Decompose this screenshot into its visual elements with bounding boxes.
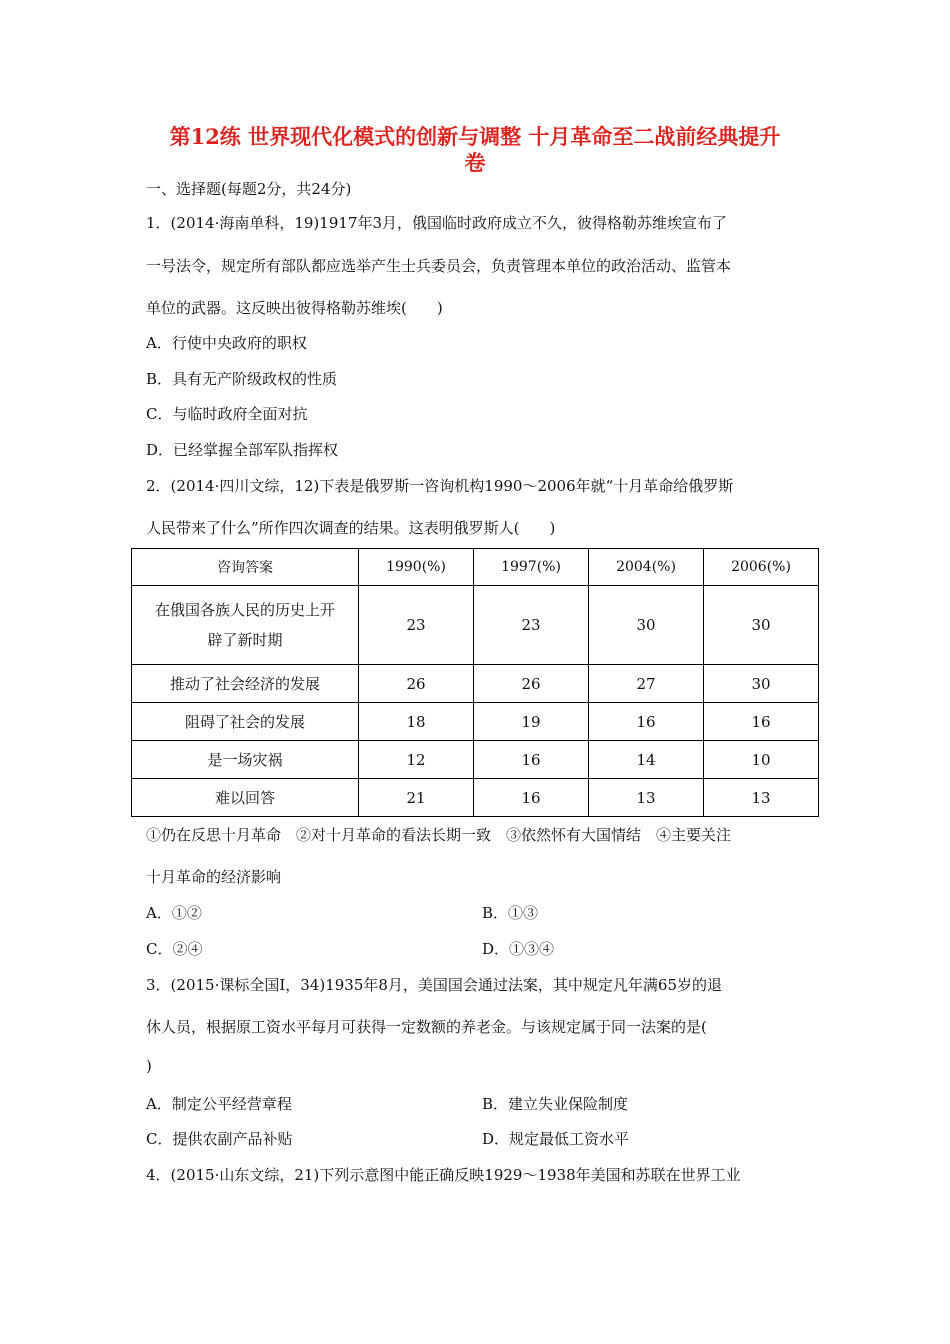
table-cell-answer: 阻碍了社会的发展 — [132, 703, 359, 741]
table-row — [132, 665, 819, 703]
q2-option-b: B．①③ — [482, 904, 539, 922]
q3-option-b: B．建立失业保险制度 — [482, 1095, 629, 1113]
answer-text-part-1: 在俄国各族人民的历史上开 — [154, 601, 335, 619]
title-line-2: 卷 — [464, 150, 486, 175]
q2-statements-line-1: ①仍在反思十月革命 ②对十月革命的看法长期一致 ③依然怀有大国情结 ④主要关注 — [146, 826, 732, 844]
table-cell: 30 — [704, 665, 819, 703]
table-cell: 23 — [359, 586, 474, 665]
table-header-answer: 咨询答案 — [132, 549, 359, 586]
table-cell: 16 — [704, 703, 819, 741]
table-header-1997: 1997(%) — [474, 549, 589, 586]
table-cell: 19 — [474, 703, 589, 741]
q1-line-2: 一号法令，规定所有部队都应选举产生士兵委员会，负责管理本单位的政治活动、监管本 — [146, 257, 732, 275]
table-row — [132, 779, 819, 817]
q2-option-a: A．①② — [146, 904, 202, 922]
table-cell: 26 — [474, 665, 589, 703]
q3-line-1: 3．(2015·课标全国Ⅰ，34)1935年8月，美国国会通过法案，其中规定凡年满65岁的退 — [146, 976, 723, 994]
q2-statements-line-2: 十月革命的经济影响 — [146, 868, 282, 886]
table-cell-answer — [132, 586, 359, 665]
table-cell: 16 — [474, 741, 589, 779]
q3-option-d: D．规定最低工资水平 — [482, 1130, 630, 1148]
q1-option-a: A．行使中央政府的职权 — [146, 334, 307, 352]
survey-table — [131, 548, 819, 817]
table-cell: 16 — [474, 779, 589, 817]
q3-line-3: ) — [146, 1057, 152, 1075]
table-cell: 16 — [589, 703, 704, 741]
q3-option-a: A．制定公平经营章程 — [146, 1095, 292, 1113]
q2-option-c: C．②④ — [146, 940, 203, 958]
table-header-1990: 1990(%) — [359, 549, 474, 586]
table-cell: 21 — [359, 779, 474, 817]
table-header-2004: 2004(%) — [589, 549, 704, 586]
table-cell: 26 — [359, 665, 474, 703]
table-cell-answer: 是一场灾祸 — [132, 741, 359, 779]
table-row — [132, 741, 819, 779]
q1-option-d: D．已经掌握全部军队指挥权 — [146, 441, 339, 459]
table-cell: 30 — [704, 586, 819, 665]
table-cell: 18 — [359, 703, 474, 741]
table-cell: 12 — [359, 741, 474, 779]
table-cell-answer: 难以回答 — [132, 779, 359, 817]
title-line-1: 第12练 世界现代化模式的创新与调整 十月革命至二战前经典提升 — [169, 124, 781, 149]
section-heading: 一、选择题(每题2分，共24分) — [146, 180, 352, 198]
table-cell: 13 — [704, 779, 819, 817]
table-row — [132, 586, 819, 665]
table-cell: 23 — [474, 586, 589, 665]
q3-option-c: C．提供农副产品补贴 — [146, 1130, 293, 1148]
answer-text-part-2: 辟了新时期 — [207, 631, 283, 649]
table-cell-answer: 推动了社会经济的发展 — [132, 665, 359, 703]
q1-option-c: C．与临时政府全面对抗 — [146, 405, 308, 423]
table-header-2006: 2006(%) — [704, 549, 819, 586]
table-cell: 30 — [589, 586, 704, 665]
table-cell: 14 — [589, 741, 704, 779]
table-header-row — [132, 549, 819, 586]
q1-line-3: 单位的武器。这反映出彼得格勒苏维埃( ) — [146, 299, 443, 317]
q1-line-1: 1．(2014·海南单科，19)1917年3月，俄国临时政府成立不久，彼得格勒苏维埃宣布了 — [146, 214, 727, 232]
q2-line-1: 2．(2014·四川文综，12)下表是俄罗斯一咨询机构1990～2006年就“十月革命给俄罗斯 — [146, 477, 734, 495]
q3-line-2: 休人员，根据原工资水平每月可获得一定数额的养老金。与该规定属于同一法案的是( — [146, 1018, 707, 1036]
q2-line-2: 人民带来了什么”所作四次调查的结果。这表明俄罗斯人( ) — [146, 519, 556, 537]
table-cell: 13 — [589, 779, 704, 817]
q4-line-1: 4．(2015·山东文综，21)下列示意图中能正确反映1929～1938年美国和苏联在世界工业 — [146, 1166, 741, 1184]
table-cell: 10 — [704, 741, 819, 779]
table-row — [132, 703, 819, 741]
q2-option-d: D．①③④ — [482, 940, 555, 958]
q1-option-b: B．具有无产阶级政权的性质 — [146, 370, 338, 388]
table-cell: 27 — [589, 665, 704, 703]
